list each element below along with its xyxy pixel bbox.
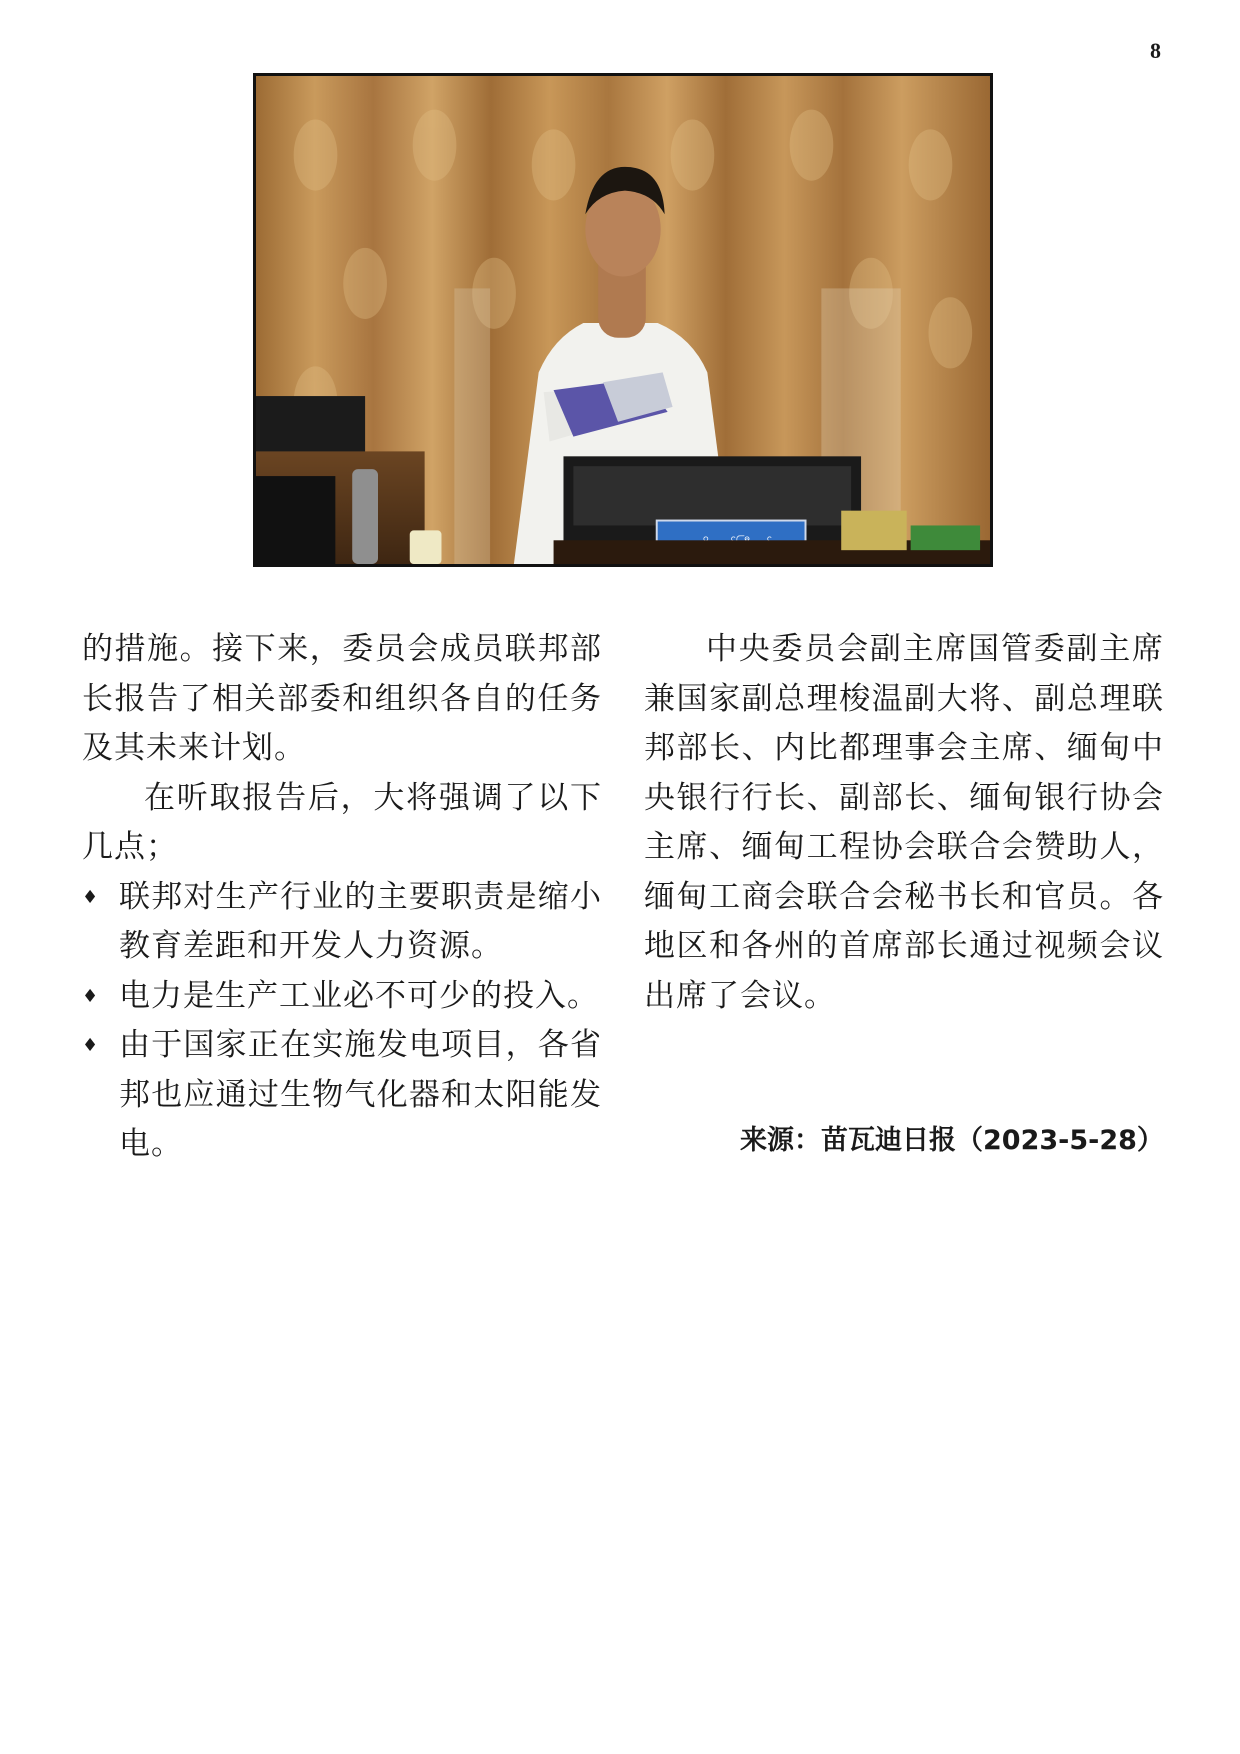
left-column <box>82 625 602 1170</box>
bullet-item-3 <box>82 1021 602 1170</box>
diamond-bullet-icon: ♦ <box>82 1035 100 1056</box>
page-number: 8 <box>1150 38 1161 63</box>
left-paragraph-2: 在听取报告后，大将强调了以下几点； <box>82 779 602 865</box>
right-paragraph-1: 中央委员会副主席国管委副主席兼国家副总理梭温副大将、副总理联邦部长、内比都理事会主席、缅甸中央银行行长、副部长、缅甸银行协会主席、缅甸工程协会联合会赞助人，缅甸工商会联合会秘书长和官员。各地区和各州的首席部长通过视频会议出席了会议。 <box>644 631 1164 1014</box>
right-column <box>644 625 1164 1021</box>
bullet-text: 联邦对生产行业的主要职责是缩小教育差距和开发人力资源。 <box>119 878 602 964</box>
photo-illustration <box>256 76 990 564</box>
diamond-bullet-icon: ♦ <box>82 886 100 908</box>
bullet-item-1 <box>82 873 602 972</box>
bullet-item-2 <box>82 972 602 1022</box>
diamond-bullet-icon: ♦ <box>82 985 100 1007</box>
bullet-text: 由于国家正在实施发电项目，各省邦也应通过生物气化器和太阳能发电。 <box>119 1027 602 1162</box>
left-paragraph-1: 的措施。接下来，委员会成员联邦部长报告了相关部委和组织各自的任务及其未来计划。 <box>82 631 602 766</box>
news-photo <box>253 73 993 567</box>
bullet-text: 电力是生产工业必不可少的投入。 <box>119 977 599 1014</box>
source-citation: 来源：苗瓦迪日报（2023-5-28） <box>740 1125 1164 1156</box>
